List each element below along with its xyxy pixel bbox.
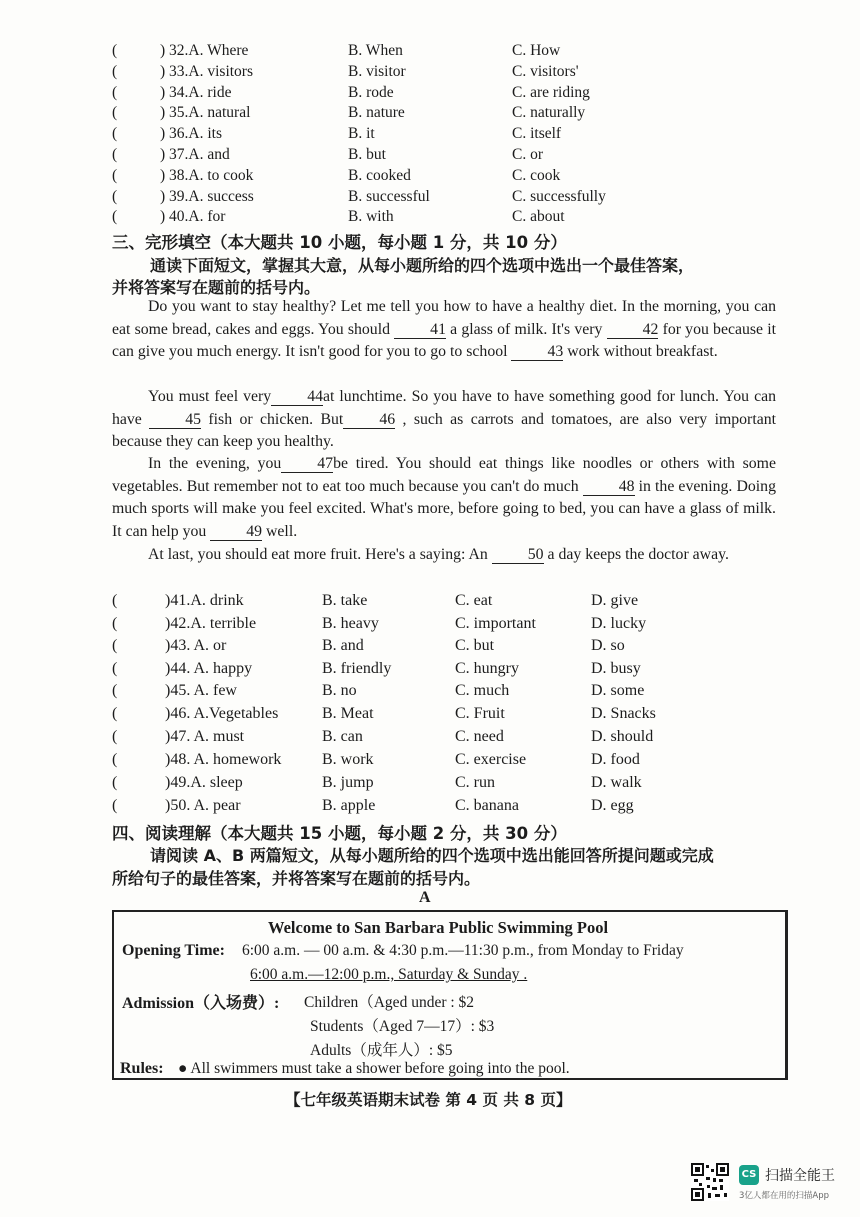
- section4-heading: 四、阅读理解（本大题共 15 小题，每小题 2 分，共 30 分）: [112, 824, 567, 843]
- option-row-42: ( )42.A. terrible B. heavy C. important D. lucky: [112, 615, 647, 632]
- option-row-35: ( ) 35.A. natural B. nature C. naturally: [112, 104, 586, 121]
- option-row-40: ( ) 40.A. for B. with C. about: [112, 208, 565, 225]
- option-row-49: ( )49.A. sleep B. jump C. run D. walk: [112, 774, 642, 791]
- opening-time-label: Opening Time:: [122, 942, 225, 959]
- passage-paragraph-2: You must feel very 44at lunchtime. So you have to have something good for lunch. You can have 45 fish or chicken. But 46 , such as carrots and tomatoes, are also very important because they can keep you healthy.: [112, 388, 777, 451]
- blank-43: 43: [511, 344, 563, 361]
- option-row-39: ( ) 39.A. success B. successful C. successfully: [112, 188, 606, 205]
- blank-45: 45: [149, 412, 201, 429]
- notice-title: Welcome to San Barbara Public Swimming Pool: [268, 918, 609, 937]
- scanner-watermark: [691, 1163, 851, 1205]
- swimming-pool-notice: [112, 910, 788, 1080]
- option-row-43: ( )43. A. or B. and C. but D. so: [112, 637, 625, 654]
- admission-children: Children（Aged under : $2: [304, 994, 475, 1011]
- section3-heading: 三、完形填空（本大题共 10 小题，每小题 1 分，共 10 分）: [112, 233, 567, 252]
- opening-time-weekday: 6:00 a.m. — 00 a.m. & 4:30 p.m.—11:30 p.m., from Monday to Friday: [242, 942, 684, 959]
- section4-instruction-2: 所给句子的最佳答案，并将答案写在题前的括号内。: [112, 869, 481, 888]
- blank-47: 47: [281, 456, 333, 473]
- admission-label: Admission（入场费）:: [122, 995, 280, 1012]
- option-row-44: ( )44. A. happy B. friendly C. hungry D. busy: [112, 660, 641, 677]
- option-row-38: ( ) 38.A. to cook B. cooked C. cook: [112, 167, 561, 184]
- section3-instruction-1: 通读下面短文，掌握其大意，从每小题所给的四个选项中选出一个最佳答案，: [150, 256, 695, 275]
- option-row-34: ( ) 34.A. ride B. rode C. are riding: [112, 84, 590, 101]
- blank-49: 49: [210, 524, 262, 541]
- qr-code-icon: [691, 1163, 729, 1201]
- rules-label: Rules:: [120, 1060, 164, 1077]
- opening-time-weekend: 6:00 a.m.—12:00 p.m., Saturday & Sunday .: [250, 966, 528, 983]
- passage-paragraph-4: At last, you should eat more fruit. Here's a saying: An 50 a day keeps the doctor away.: [148, 546, 729, 563]
- admission-adults: Adults（成年人）: $5: [310, 1042, 453, 1059]
- option-row-33: ( ) 33.A. visitors B. visitor C. visitors': [112, 63, 579, 80]
- option-row-46: ( )46. A.Vegetables B. Meat C. Fruit D. Snacks: [112, 705, 656, 722]
- blank-41: 41: [394, 322, 446, 339]
- section3-instruction-2: 并将答案写在题前的括号内。: [112, 278, 321, 297]
- option-row-36: ( ) 36.A. its B. it C. itself: [112, 125, 562, 142]
- option-row-48: ( )48. A. homework B. work C. exercise D. food: [112, 751, 640, 768]
- page-footer: 【七年级英语期末试卷 第 4 页 共 8 页】: [285, 1091, 572, 1109]
- passage-paragraph-3: In the evening, you 47be tired. You should eat things like noodles or others with some vegetables. But remember not to eat too much because you can't do much 48 in the evening. Doing much sports will make you feel excited. What's more, before going to bed, you can have a glass of milk. It can help you 49 well.: [112, 455, 776, 540]
- watermark-title: 扫描全能王: [765, 1168, 835, 1184]
- blank-44: 44: [271, 389, 323, 406]
- blank-48: 48: [583, 479, 635, 496]
- blank-46: 46: [343, 412, 395, 429]
- option-row-45: ( )45. A. few B. no C. much D. some: [112, 682, 645, 699]
- option-row-37: ( ) 37.A. and B. but C. or: [112, 146, 543, 163]
- section4-instruction-1: 请阅读 A、B 两篇短文，从每小题所给的四个选项中选出能回答所提问题或完成: [150, 846, 714, 865]
- option-row-32: ( ) 32.A. Where B. When C. How: [112, 42, 561, 59]
- blank-42: 42: [607, 322, 659, 339]
- rule-1: ● All swimmers must take a shower before going into the pool.: [178, 1060, 570, 1077]
- option-row-41: ( )41.A. drink B. take C. eat D. give: [112, 592, 639, 609]
- option-row-50: ( )50. A. pear B. apple C. banana D. egg: [112, 797, 634, 814]
- blank-50: 50: [492, 547, 544, 564]
- passage-paragraph-1: Do you want to stay healthy? Let me tell you how to have a healthy diet. In the morning, you can eat some bread, cakes and eggs. You should 41 a glass of milk. It's very 42 for you because it can give you much energy. It isn't good for you to go to school 43 work without breakfast.: [112, 298, 776, 361]
- watermark-subtitle: 3亿人都在用的扫描App: [739, 1191, 830, 1201]
- passage-label-a: A: [419, 889, 431, 906]
- admission-students: Students（Aged 7—17）: $3: [310, 1018, 495, 1035]
- camscanner-logo: CS: [739, 1165, 759, 1185]
- option-row-47: ( )47. A. must B. can C. need D. should: [112, 728, 654, 745]
